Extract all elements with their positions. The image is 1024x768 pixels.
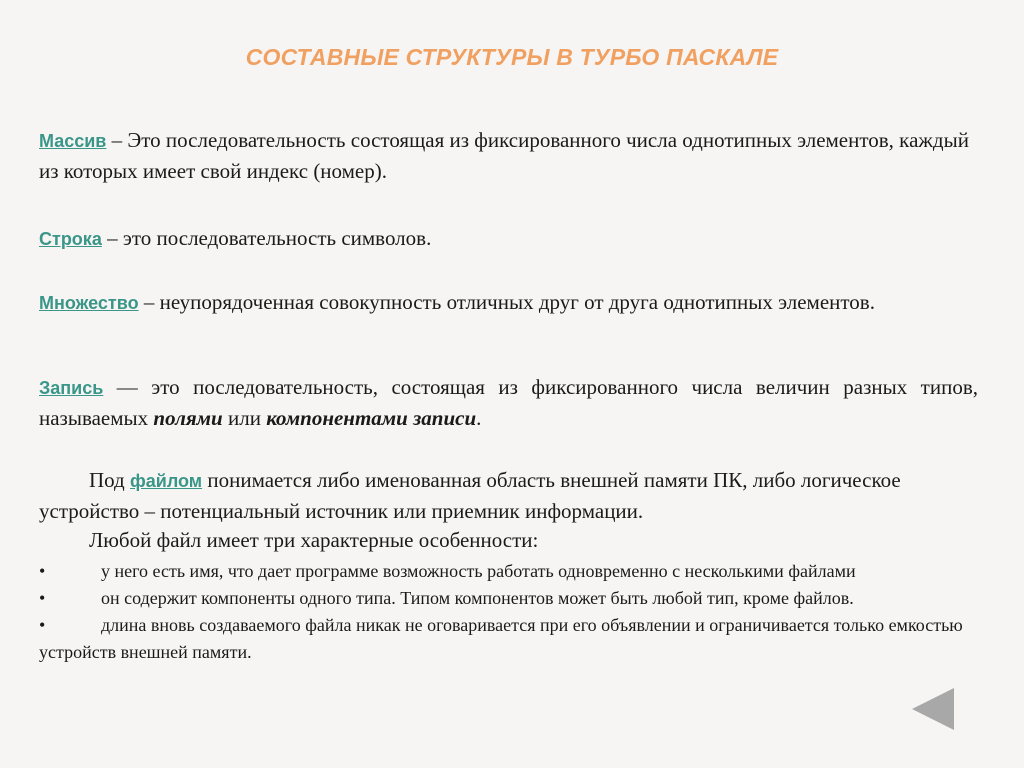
record-text-end: . [476,406,482,430]
definition-set [39,287,978,318]
list-item [39,612,989,666]
file-definition-text: понимается либо именованная область внешней памяти ПК, либо логическое устройство – потенциальный источник или приемник информации. [39,468,901,523]
definition-record [39,372,978,433]
slide-title: СОСТАВНЫЕ СТРУКТУРЫ В ТУРБО ПАСКАЛЕ [245,44,779,70]
definition-array [39,125,978,186]
back-button[interactable] [912,688,954,730]
bullet-symbol: • [39,615,46,635]
file-features-intro: Любой файл имеет три характерные особенности: [89,528,539,552]
definition-array-text: – Это последовательность состоящая из фиксированного числа однотипных элементов, каждый из которых имеет свой индекс (номер). [39,128,969,183]
record-text-middle: или [222,406,267,430]
term-string-link[interactable]: Строка [39,229,102,249]
bullet-symbol: • [39,561,46,581]
bullet-text: у него есть имя, что дает программе возможность работать одновременно с несколькими файлами [101,561,856,581]
term-array-link[interactable]: Массив [39,131,107,151]
definition-string [39,223,978,254]
definition-record-text: — это последовательность, состоящая из фиксированного числа величин разных типов, называемых [39,375,978,430]
file-definition [39,465,969,526]
term-file-link[interactable]: файлом [130,471,203,491]
features-list [39,558,989,666]
list-item [39,558,989,585]
file-lead: Под [89,468,130,492]
triangle-left-icon [912,688,954,730]
record-fields-emphasis: полями [153,406,223,430]
bullet-text: длина вновь создаваемого файла никак не оговаривается при его объявлении и ограничивается только емкостью устройств внешней памяти. [39,615,963,662]
bullet-text: он содержит компоненты одного типа. Типом компонентов может быть любой тип, кроме файлов. [101,588,854,608]
term-record-link[interactable]: Запись [39,378,104,398]
definition-string-text: – это последовательность символов. [101,226,432,250]
term-set-link[interactable]: Множество [39,293,139,313]
bullet-symbol: • [39,588,46,608]
record-components-emphasis: компонентами записи [266,406,477,430]
list-item [39,585,989,612]
definition-set-text: – неупорядоченная совокупность отличных друг от друга однотипных элементов. [138,290,875,314]
